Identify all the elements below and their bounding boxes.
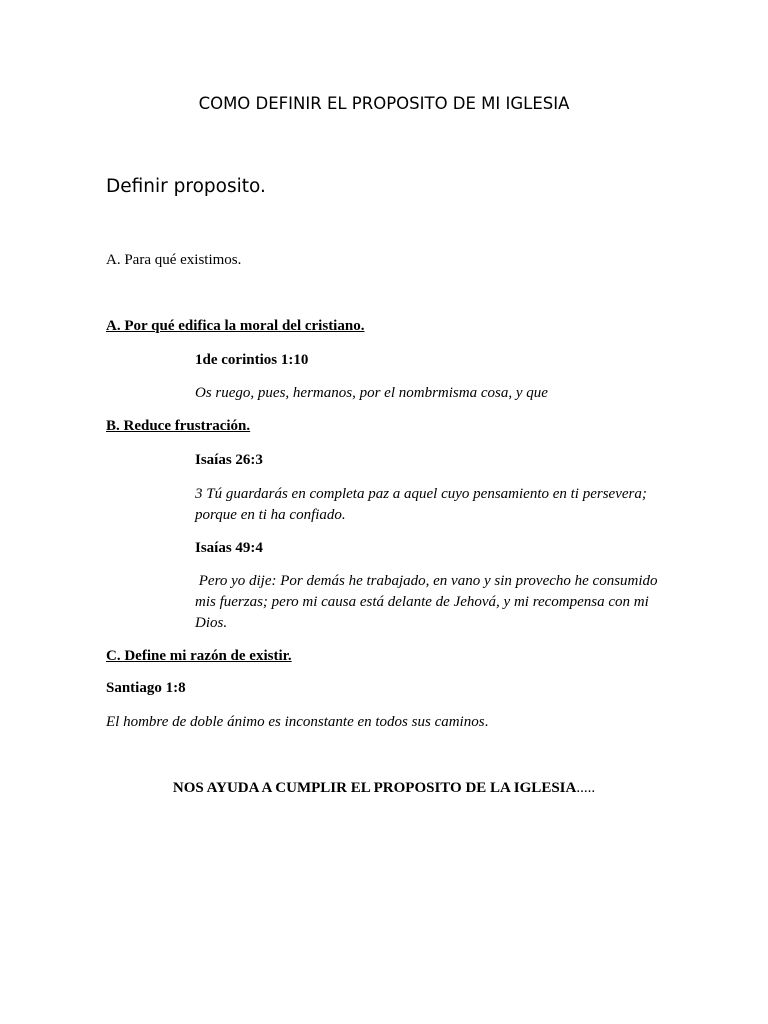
verse-reference: Isaías 49:4 [195,540,263,556]
closing-statement: NOS AYUDA A CUMPLIR EL PROPOSITO DE LA IGLESIA..... [172,780,596,796]
intro-line: A. Para qué existimos. [106,252,242,268]
verse-reference: Isaías 26:3 [195,452,263,468]
verse-text: Os ruego, pues, hermanos, por el nombrmisma cosa, y que [195,385,548,401]
verse-text: El hombre de doble ánimo es inconstante en todos sus caminos. [106,714,489,730]
section-heading: Definir proposito. [106,176,266,197]
verse-text: Pero yo dije: Por demás he trabajado, en vano y sin provecho he consumido mis fuerzas; pero mi causa está delante de Jehová, y mi recompensa con mi Dios. [195,573,662,631]
verse-text: 3 Tú guardarás en completa paz a aquel cuyo pensamiento en ti persevera; porque en ti ha confiado. [195,486,647,523]
verse-reference: Santiago 1:8 [106,680,186,696]
subsection-heading-a: A. Por qué edifica la moral del cristiano. [106,318,365,334]
document-title: COMO DEFINIR EL PROPOSITO DE MI IGLESIA [198,94,570,113]
subsection-heading-b: B. Reduce frustración. [106,418,251,434]
verse-reference: 1de corintios 1:10 [195,352,309,368]
subsection-heading-c: C. Define mi razón de existir. [106,648,292,664]
